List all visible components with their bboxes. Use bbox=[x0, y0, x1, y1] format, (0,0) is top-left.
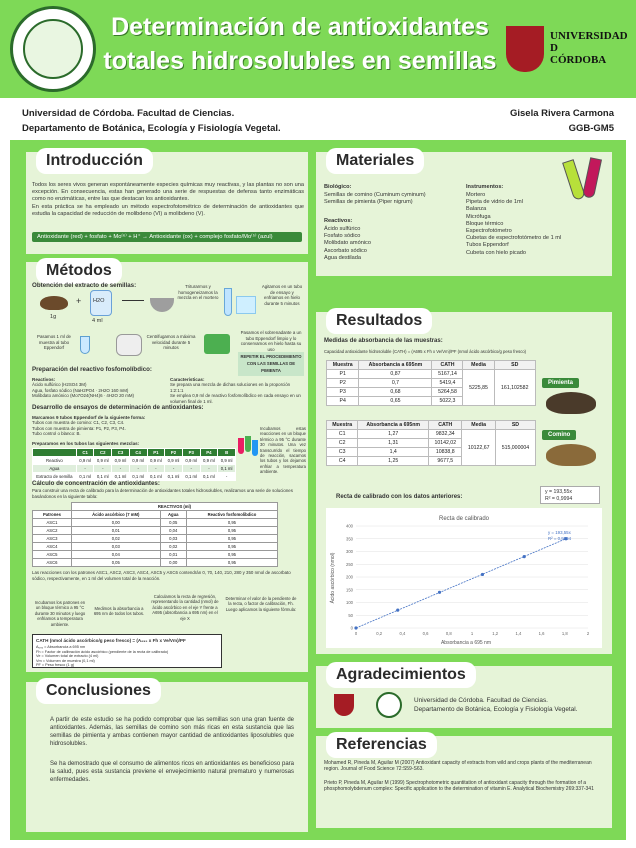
calc-text-2: Las reacciones con los patrones ASC1, ASC2, ASC3, ASC4, ASC5 y ASC6 contendrán 0, 70, 140, 210, 280 y 350 nmol de ascorbato sódico, respectivamente, en 1 ml del volumen total de la reacción. bbox=[32, 570, 291, 581]
table-header: C4 bbox=[129, 449, 147, 457]
table-header: Absorbancia a 695nm bbox=[359, 361, 432, 370]
table-header: Ácido ascórbico (7 mM) bbox=[71, 511, 160, 519]
referencias-title: Referencias bbox=[326, 732, 437, 758]
agradecimientos-panel bbox=[316, 666, 612, 728]
centrifuge-icon bbox=[116, 334, 142, 356]
pimienta-table bbox=[326, 360, 536, 406]
reac2-list bbox=[32, 382, 162, 399]
tubes-item: Tubos con muestra de pimienta: P1, P2, P3, P4. bbox=[32, 425, 126, 431]
ack-line-2: Departamento de Botánica, Ecología y Fisiología Vegetal. bbox=[414, 706, 578, 713]
flow-step-3: Calculamos la recta de regresión, representando la cantidad (nmol) de ácido ascórbico en el eje Y frente a A695 (absorbancia a 695 nm) en el eje X bbox=[151, 594, 219, 621]
table-header: Absorbancia a 695nm bbox=[358, 421, 429, 430]
inst-heading: Instrumentos: bbox=[466, 184, 504, 190]
reference-1: Mohamed R, Pineda M, Aguilar M (2007) Antioxidant capacity of extracts from wild and crops plants of the mediterranean region. Journal of Food Science 72:S59-S63. bbox=[324, 760, 592, 773]
flow-step-2: Medimos la absorbancia a 695 nm de todos los tubos. bbox=[93, 606, 145, 617]
uni-name-1: UNIVERSIDAD bbox=[550, 30, 628, 42]
conclusiones-title: Conclusiones bbox=[36, 678, 161, 704]
university-shield-logo bbox=[506, 26, 544, 72]
bio-item: Semillas de comino (Cuminum cyminum) bbox=[324, 192, 426, 198]
table-header: Media bbox=[462, 421, 495, 430]
table-row: ASC5 0,04 0,01 0,95 bbox=[33, 551, 278, 559]
bio-list bbox=[324, 192, 454, 206]
calibration-heading: Recta de calibrado con los datos anteriores: bbox=[336, 494, 463, 500]
comino-label: Comino bbox=[542, 430, 576, 440]
author-info bbox=[510, 106, 614, 136]
affiliation bbox=[22, 106, 281, 136]
affiliation-line-1: Universidad de Córdoba. Facultad de Ciencias. bbox=[22, 108, 235, 119]
flow-step-1: Incubamos los patrones en un bloque térmico a 95 °C durante 30 minutos y luego enfriamos a temperatura ambiente. bbox=[34, 600, 86, 627]
table-header: SD bbox=[495, 421, 535, 430]
conclusiones-panel bbox=[26, 682, 308, 832]
repeat-note: REPETIR EL PROCEDIMIENTO CON LAS SEMILLAS DE PIMIENTA bbox=[238, 352, 304, 376]
table-row: ASC1 0,00 0,05 0,95 bbox=[33, 519, 278, 527]
inst-item: Tubos Eppendorf bbox=[466, 242, 509, 249]
reaction-equation: Antioxidante (red) + fosfato + Mo⁽⁶⁾ + H⁺ → Antioxidante (ox) + complejo fosfato/Mo⁽⁵⁾ (azul) bbox=[32, 232, 302, 242]
faculty-seal-logo bbox=[376, 692, 402, 718]
volume-label: 4 ml bbox=[92, 318, 103, 324]
table-row: C3 1,4 10838,8 bbox=[327, 448, 536, 457]
reac2-item: Ácido sulfúrico (H2SO4 3M) bbox=[32, 382, 87, 387]
step-3-heading: Desarrollo de ensayos de determinación de antioxidantes: bbox=[32, 404, 204, 411]
chart-title: Recta de calibrado bbox=[438, 516, 490, 522]
poster-header bbox=[0, 0, 636, 98]
table-header: B bbox=[218, 449, 236, 457]
calc-text-1: Para construir una recta de calibrado para la determinación de antioxidantes totales hidrosolubles, realizamos una serie de soluciones basándonos en la siguiente tabla: bbox=[32, 488, 293, 499]
inst-item: Espectrofotómetro bbox=[466, 228, 512, 235]
table-header: Muestra bbox=[327, 361, 359, 370]
y-tick-label: 50 bbox=[348, 612, 353, 618]
university-shield-logo bbox=[334, 694, 354, 716]
table-row: Agua - - - - - - - - 0,1 ml bbox=[33, 465, 236, 473]
intro-panel bbox=[26, 152, 308, 254]
inst-item: Balanza bbox=[466, 206, 487, 213]
formula-box bbox=[32, 634, 222, 668]
metodos-panel: Métodos Obtención del extracto de semillas: 1g + H2O 4 ml Triturarmos y homogeneizamos la mezcla en el mortero Agitamos en un tubo de ensayo y enfriamos en hielo durante 5 minutos Pasamos 1 ml de muestra al tubo Eppendorf Centrifugamos a máxima velocidad durante 5 minutos Pasamos el sobrenadante a un tubo Eppendorf limpio y lo conservamos en hielo hasta su uso REPETIR EL PROCEDIMIENTO CON LAS SEMILLAS DE PIMIENTA Preparación del reactivo fosfomolíbdico: Reactivos: Ácido sulfúrico (H2SO4 3M) Agua, fosfato sódico (NaH2PO4 · 2H2O 160 mM) Molibdato amónico (Mo7O24(NH4)6 · 4H2O 20 mM) Características: Se prepara una mezcla de dichas soluciones en la proporción 1:2:1:1 Se emplea 0,9 ml de reactivo fosfomolíbdico en cada ensayo en un volumen final de 1 ml. Desarrollo de ensayos de determinación de antioxidantes: Marcamos 9 tubos Eppendorf de la siguiente forma: Tubos con muestra de comino: C1, C2, C3, C4. Tubos con muestra de pimienta: P1, P2, P3, P4. Tubo control o blanco: B. Preparamos en los tubos las siguientes mezclas: C1 C2 C3 C4 P1 P2 P3 P4 B Reactivo 0,9 ml 0,9 ml 0,9 ml 0,9 ml 0,9 ml 0,9 ml 0,9 ml 0,9 ml 0,9 ml Agua - - - - - - - - 0,1 ml Extracto de semilla 0,1 ml 0,1 ml 0,1 ml 0,1 ml 0,1 ml 0,1 ml 0,1 ml 0,1 ml - Incubamos estas reacciones en un bloque térmico a 95 °C durante 30 minutos. Una vez transcurrido el tiempo de reacción, sacamos los tubos y los dejamos enfriar a temperatura ambiente. Cálculo de concentración de antioxidantes: Para construir una recta de calibrado para la determinación de antioxidantes totales hidrosolubles, realizamos una serie de soluciones basándonos en la siguiente tabla: REACTIVOS (ml) Patrones Ácido ascórbico (7 mM) Agua Reactivo fosfomolibdico ASC1 0,00 0,05 0,95 ASC2 0,01 0,04 0,95 ASC3 0,02 0,03 0,95 ASC4 0,03 0,02 0,95 ASC5 0,04 0,01 0,95 ASC6 0,05 0,00 0,95 Las reacciones con los patrones ASC1, ASC2, ASC3, ASC4, ASC5 y ASC6 contendrán 0, 70, 140, 210, 280 y 350 nmol de ascorbato sódico, respectivamente, en 1 ml del volumen total de la reacción. Incubamos los patrones en un bloque térmico a 95 °C durante 30 minutos y luego enfriamos a temperatura ambiente. Medimos la absorbancia a 695 nm de todos los tubos. Calculamos la recta de regresión, representando la cantidad (nmol) de ácido ascórbico en el eje Y frente a A695 (absorbancia a 695 nm) en el eje X Determinar el valor de la pendiente de la recta, o factor de calibración, Fh. Luego aplicamos la siguiente fórmula: CATH (nmol ácido ascórbico/g peso fresco) = (A₆₉₅ x Fh x Ve/Vm)/PF A₆₉₅ = Absorbancia a 695 nm Fh = Factor de calibración ácido ascórbico (pendiente de la recta de calibrado) Ve = Volumen total de extracto (4 ml) Vm = Volumen de muestra (0,1 ml) PF = Peso fresco (1 g) bbox=[26, 262, 308, 672]
cath-formula: Capacidad antioxidante hidrosoluble (CATH) = (A695 x Fh x Ve/Vm)/PF (nmol ácido ascórbico/g peso fresco) bbox=[324, 349, 527, 354]
ice-icon bbox=[236, 296, 256, 314]
car-list bbox=[170, 382, 304, 404]
x-tick-label: 0,4 bbox=[399, 631, 406, 636]
pepper-seeds-image bbox=[546, 392, 596, 414]
referencias-panel bbox=[316, 736, 612, 828]
car-item: Se emplea 0,9 ml de reactivo fosfomolíbdico en cada ensayo en un volumen final de 1 ml. bbox=[170, 393, 301, 404]
intro-p1: Todos los seres vivos generan espontáneamente especies químicas muy reactivas, y las plantas no son una excepción. En consecuencia, estas han generado una serie de respuestas de defensa tanto enzimáticas como no enzimáticas, entre las que destacan los antioxidantes. bbox=[32, 182, 304, 203]
tubes-heading: Marcamos 9 tubos Eppendorf de la siguiente forma: bbox=[32, 415, 146, 420]
flow-step-4: Determinar el valor de la pendiente de la recta, o factor de calibración, Fh. Luego aplicamos la siguiente fórmula: bbox=[225, 596, 297, 612]
tubes-item: Tubos con muestra de comino: C1, C2, C3, C4. bbox=[32, 420, 125, 425]
university-name bbox=[550, 30, 630, 66]
y-tick-label: 0 bbox=[350, 625, 353, 631]
y-tick-label: 400 bbox=[346, 523, 353, 529]
table-header: C3 bbox=[112, 449, 130, 457]
table-header: Reactivo fosfomolibdico bbox=[186, 511, 277, 519]
inst-item: Pipeta de vidrio de 1ml bbox=[466, 199, 523, 206]
test-tube-icon bbox=[582, 157, 602, 199]
table-header: C1 bbox=[76, 449, 94, 457]
y-tick-label: 150 bbox=[346, 587, 353, 593]
data-point bbox=[438, 591, 441, 594]
resultados-panel bbox=[316, 312, 612, 654]
table-header: Patrones bbox=[33, 511, 72, 519]
chart-background bbox=[326, 508, 602, 648]
table-header: P2 bbox=[165, 449, 183, 457]
reac-item: Fosfato sódico bbox=[324, 233, 361, 240]
patron-table bbox=[32, 502, 278, 567]
regression-eq: y = 193,55x bbox=[545, 489, 572, 495]
uni-name-2: D bbox=[550, 42, 558, 54]
faculty-seal-logo bbox=[10, 6, 96, 92]
intro-title: Introducción bbox=[36, 148, 153, 174]
table-header bbox=[33, 449, 77, 457]
test-tube-icon bbox=[224, 288, 232, 316]
car-item: Se prepara una mezcla de dichas soluciones en la proporción 1:2:1:1 bbox=[170, 382, 291, 393]
x-tick-label: 0,6 bbox=[422, 631, 429, 636]
sample-mix-table bbox=[32, 448, 236, 481]
conclusion-p2: Se ha demostrado que el consumo de alimentos ricos en antioxidantes es beneficioso para la salud, pues esta sustancia previene el envejecimiento natural prematuro y numerosas enfermedades. bbox=[50, 761, 294, 783]
y-tick-label: 350 bbox=[346, 536, 353, 542]
agradecimientos-title: Agradecimientos bbox=[326, 662, 476, 688]
tubes-list bbox=[32, 420, 202, 437]
table-header: P3 bbox=[182, 449, 200, 457]
table-row: C1 1,27 9832,34 10122,67 515,000004 bbox=[327, 430, 536, 439]
trend-label-1: y = 193,55x bbox=[548, 530, 571, 535]
step-1-heading: Obtención del extracto de semillas: bbox=[32, 282, 137, 289]
table-row: Reactivo 0,9 ml 0,9 ml 0,9 ml 0,9 ml 0,9 ml 0,9 ml 0,9 ml 0,9 ml 0,9 ml bbox=[33, 457, 236, 465]
data-point bbox=[481, 573, 484, 576]
table-row: P1 0,87 5167,14 5225,85 161,102582 bbox=[327, 370, 536, 379]
inst-item: Cubetas de espectrofotómetro de 1 ml bbox=[466, 235, 562, 242]
uni-name-3: CÓRDOBA bbox=[550, 54, 607, 66]
sob-text: Pasamos el sobrenadante a un tubo Eppendorf limpio y lo conservamos en hielo hasta su uso bbox=[240, 330, 302, 352]
inst-item: Cubeta con hielo picado bbox=[466, 249, 527, 256]
car-heading: Características: bbox=[170, 377, 205, 382]
metodos-title: Métodos bbox=[36, 258, 122, 284]
x-axis-label: Absorbancia a 695 nm bbox=[440, 640, 492, 646]
reference-2: Prieto P, Pineda M, Aguilar M (1999) Spectrophotometric quantitation of antioxidant capacity through the formation of a phosphomolybdenum complex: Specific application to the determination of vitamin E. Analytical Biochemistry 269:337-341 bbox=[324, 780, 594, 793]
reac-item: Ascorbato sódico bbox=[324, 247, 367, 254]
data-point bbox=[396, 609, 399, 612]
inst-item: Bloque térmico bbox=[466, 220, 504, 227]
table-row: P4 0,65 5022,3 bbox=[327, 397, 536, 406]
table-header: CATH bbox=[432, 361, 463, 370]
inst-item: Micrófuga bbox=[466, 213, 491, 220]
reac-item: Ácido sulfúrico bbox=[324, 226, 361, 232]
table-header: P1 bbox=[147, 449, 165, 457]
arrow-icon bbox=[122, 300, 144, 301]
x-tick-label: 2 bbox=[586, 631, 590, 636]
y-tick-label: 200 bbox=[346, 574, 353, 580]
table-header: Muestra bbox=[327, 421, 358, 430]
agit-text: Agitamos en un tubo de ensayo y enfriamos en hielo durante 5 minutos bbox=[261, 284, 303, 306]
table-row: Extracto de semilla 0,1 ml 0,1 ml 0,1 ml 0,1 ml 0,1 ml 0,1 ml 0,1 ml 0,1 ml - bbox=[33, 473, 236, 481]
pas-text: Pasamos 1 ml de muestra al tubo Eppendorf bbox=[37, 334, 71, 351]
regression-box bbox=[540, 486, 600, 504]
title-line-2: totales hidrosolubles en semillas bbox=[103, 47, 497, 75]
y-tick-label: 100 bbox=[346, 600, 353, 605]
seeds-icon bbox=[40, 296, 68, 310]
table-row: ASC4 0,03 0,02 0,95 bbox=[33, 543, 278, 551]
intro-p2: En esta práctica se ha empleado un método espectrofotométrico de determinación de antioxidantes que estudia la capacidad de reducción de molibdeno (VI) a molibdeno (V). bbox=[32, 204, 304, 218]
regression-r2: R² = 0,9994 bbox=[545, 496, 573, 502]
y-tick-label: 250 bbox=[346, 561, 353, 567]
reac-item: Molibdato amónico bbox=[324, 240, 371, 247]
bio-item: Semillas de pimienta (Piper nigrum) bbox=[324, 199, 413, 206]
cent-text: Centrifugamos a máxima velocidad durante 5 minutos bbox=[146, 334, 196, 351]
group-code: GGB-GM5 bbox=[568, 123, 614, 134]
materiales-panel bbox=[316, 152, 612, 276]
tubes-item: Tubo control o blanco: B. bbox=[32, 431, 81, 437]
x-tick-label: 1,6 bbox=[538, 631, 545, 636]
data-point bbox=[523, 555, 526, 558]
reac-heading: Reactivos: bbox=[324, 218, 353, 224]
comino-table bbox=[326, 420, 536, 466]
formula-text: CATH (nmol ácido ascórbico/g peso fresco) = (A₆₉₅ x Fh x Ve/Vm)/PF bbox=[36, 638, 186, 643]
affiliation-line-2: Departamento de Botánica, Ecología y Fisiología Vegetal. bbox=[22, 123, 281, 134]
step-2-heading: Preparación del reactivo fosfomolíbdico: bbox=[32, 366, 152, 373]
inc-text: Incubamos estas reacciones en un bloque térmico a 95 °C durante 30 minutos. Una vez transcurrido el tiempo de reacción, sacamos los tubos y los dejamos enfriar a temperatura ambiente. bbox=[260, 426, 306, 475]
reac-item: Agua destilada bbox=[324, 254, 362, 261]
pimienta-label: Pimienta bbox=[542, 378, 579, 388]
table-row: C2 1,31 10142,02 bbox=[327, 439, 536, 448]
step-4-heading: Cálculo de concentración de antioxidantes: bbox=[32, 480, 160, 487]
x-tick-label: 1 bbox=[470, 631, 474, 636]
water-label: H2O bbox=[93, 298, 105, 304]
reac2-item: Agua, fosfato sódico (NaH2PO4 · 2H2O 160 mM) bbox=[32, 387, 129, 393]
ack-line-1: Universidad de Córdoba. Facultad de Ciencias. bbox=[414, 697, 548, 704]
table-row: ASC2 0,01 0,04 0,95 bbox=[33, 527, 278, 535]
y-tick-label: 300 bbox=[346, 549, 353, 554]
table-header: SD bbox=[494, 361, 535, 370]
formula-vars: A₆₉₅ = Absorbancia a 695 nm Fh = Factor de calibración ácido ascórbico (pendiente de la recta de calibrado) Ve = Volumen total de extracto (4 ml) Vm = Volumen de muestra (0,1 ml) PF = Peso fresco (1 g) bbox=[36, 645, 169, 668]
eppendorf-icon bbox=[80, 336, 90, 354]
table-row: ASC6 0,05 0,00 0,95 bbox=[33, 559, 278, 567]
reac2-heading: Reactivos: bbox=[32, 377, 56, 382]
ack-text bbox=[414, 696, 604, 714]
x-tick-label: 0 bbox=[354, 631, 358, 636]
table-header: Agua bbox=[160, 511, 186, 519]
table-header: CATH bbox=[429, 421, 462, 430]
table-row: P3 0,68 5264,58 bbox=[327, 388, 536, 397]
x-tick-label: 1,2 bbox=[492, 631, 499, 636]
tritur-text: Triturarmos y homogeneizamos la mezcla en el mortero bbox=[177, 284, 219, 301]
table-row: P2 0,7 5419,4 bbox=[327, 379, 536, 388]
poster-title bbox=[100, 10, 500, 78]
trend-label-2: R² = 0,9994 bbox=[548, 536, 572, 541]
table-header: C2 bbox=[94, 449, 112, 457]
weight-label: 1g bbox=[50, 314, 57, 320]
resultados-title: Resultados bbox=[326, 308, 432, 334]
inst-item: Mortero bbox=[466, 192, 486, 198]
materiales-title: Materiales bbox=[326, 148, 424, 174]
bio-heading: Biológico: bbox=[324, 184, 352, 190]
title-line-1: Determinación de antioxidantes bbox=[111, 13, 489, 41]
mortar-icon bbox=[150, 298, 174, 312]
table-row: ASC3 0,02 0,03 0,95 bbox=[33, 535, 278, 543]
tube-rack-icon bbox=[204, 334, 230, 354]
table-row: C4 1,25 9677,5 bbox=[327, 457, 536, 466]
x-tick-label: 1,8 bbox=[561, 631, 568, 636]
reac-list bbox=[324, 226, 454, 262]
cumin-seeds-image bbox=[546, 444, 596, 466]
absorbance-heading: Medidas de absorbancia de las muestras: bbox=[324, 338, 443, 344]
conclusion-p1: A partir de este estudio se ha podido comprobar que las semillas son una gran fuente de antioxidantes. Además, las semillas de comino son más ricas en esta sustancia que las semillas de pimienta y ambas contienen mayor cantidad de antioxidantes liposolubles que hidrosolubles. bbox=[50, 717, 294, 747]
author-name: Gisela Rivera Carmona bbox=[509, 108, 614, 119]
prep-heading: Preparamos en los tubos las siguientes mezclas: bbox=[32, 441, 140, 446]
calibration-chart bbox=[326, 508, 602, 648]
table-header: Media bbox=[463, 361, 494, 370]
data-point bbox=[354, 626, 357, 629]
table-group-header: REACTIVOS (ml) bbox=[71, 503, 277, 511]
y-axis-label: Ácido ascórbico (nmol) bbox=[330, 552, 336, 604]
x-tick-label: 1,4 bbox=[515, 631, 522, 636]
eppendorf-tubes-icon bbox=[238, 432, 258, 462]
poster-body bbox=[10, 140, 626, 840]
reac2-item: Molibdato amónico (Mo7O24(NH4)6 · 4H2O 20 mM) bbox=[32, 393, 134, 399]
x-tick-label: 0,2 bbox=[376, 631, 383, 636]
inst-list bbox=[466, 192, 596, 257]
table-header: P4 bbox=[200, 449, 218, 457]
x-tick-label: 0,8 bbox=[445, 631, 452, 636]
